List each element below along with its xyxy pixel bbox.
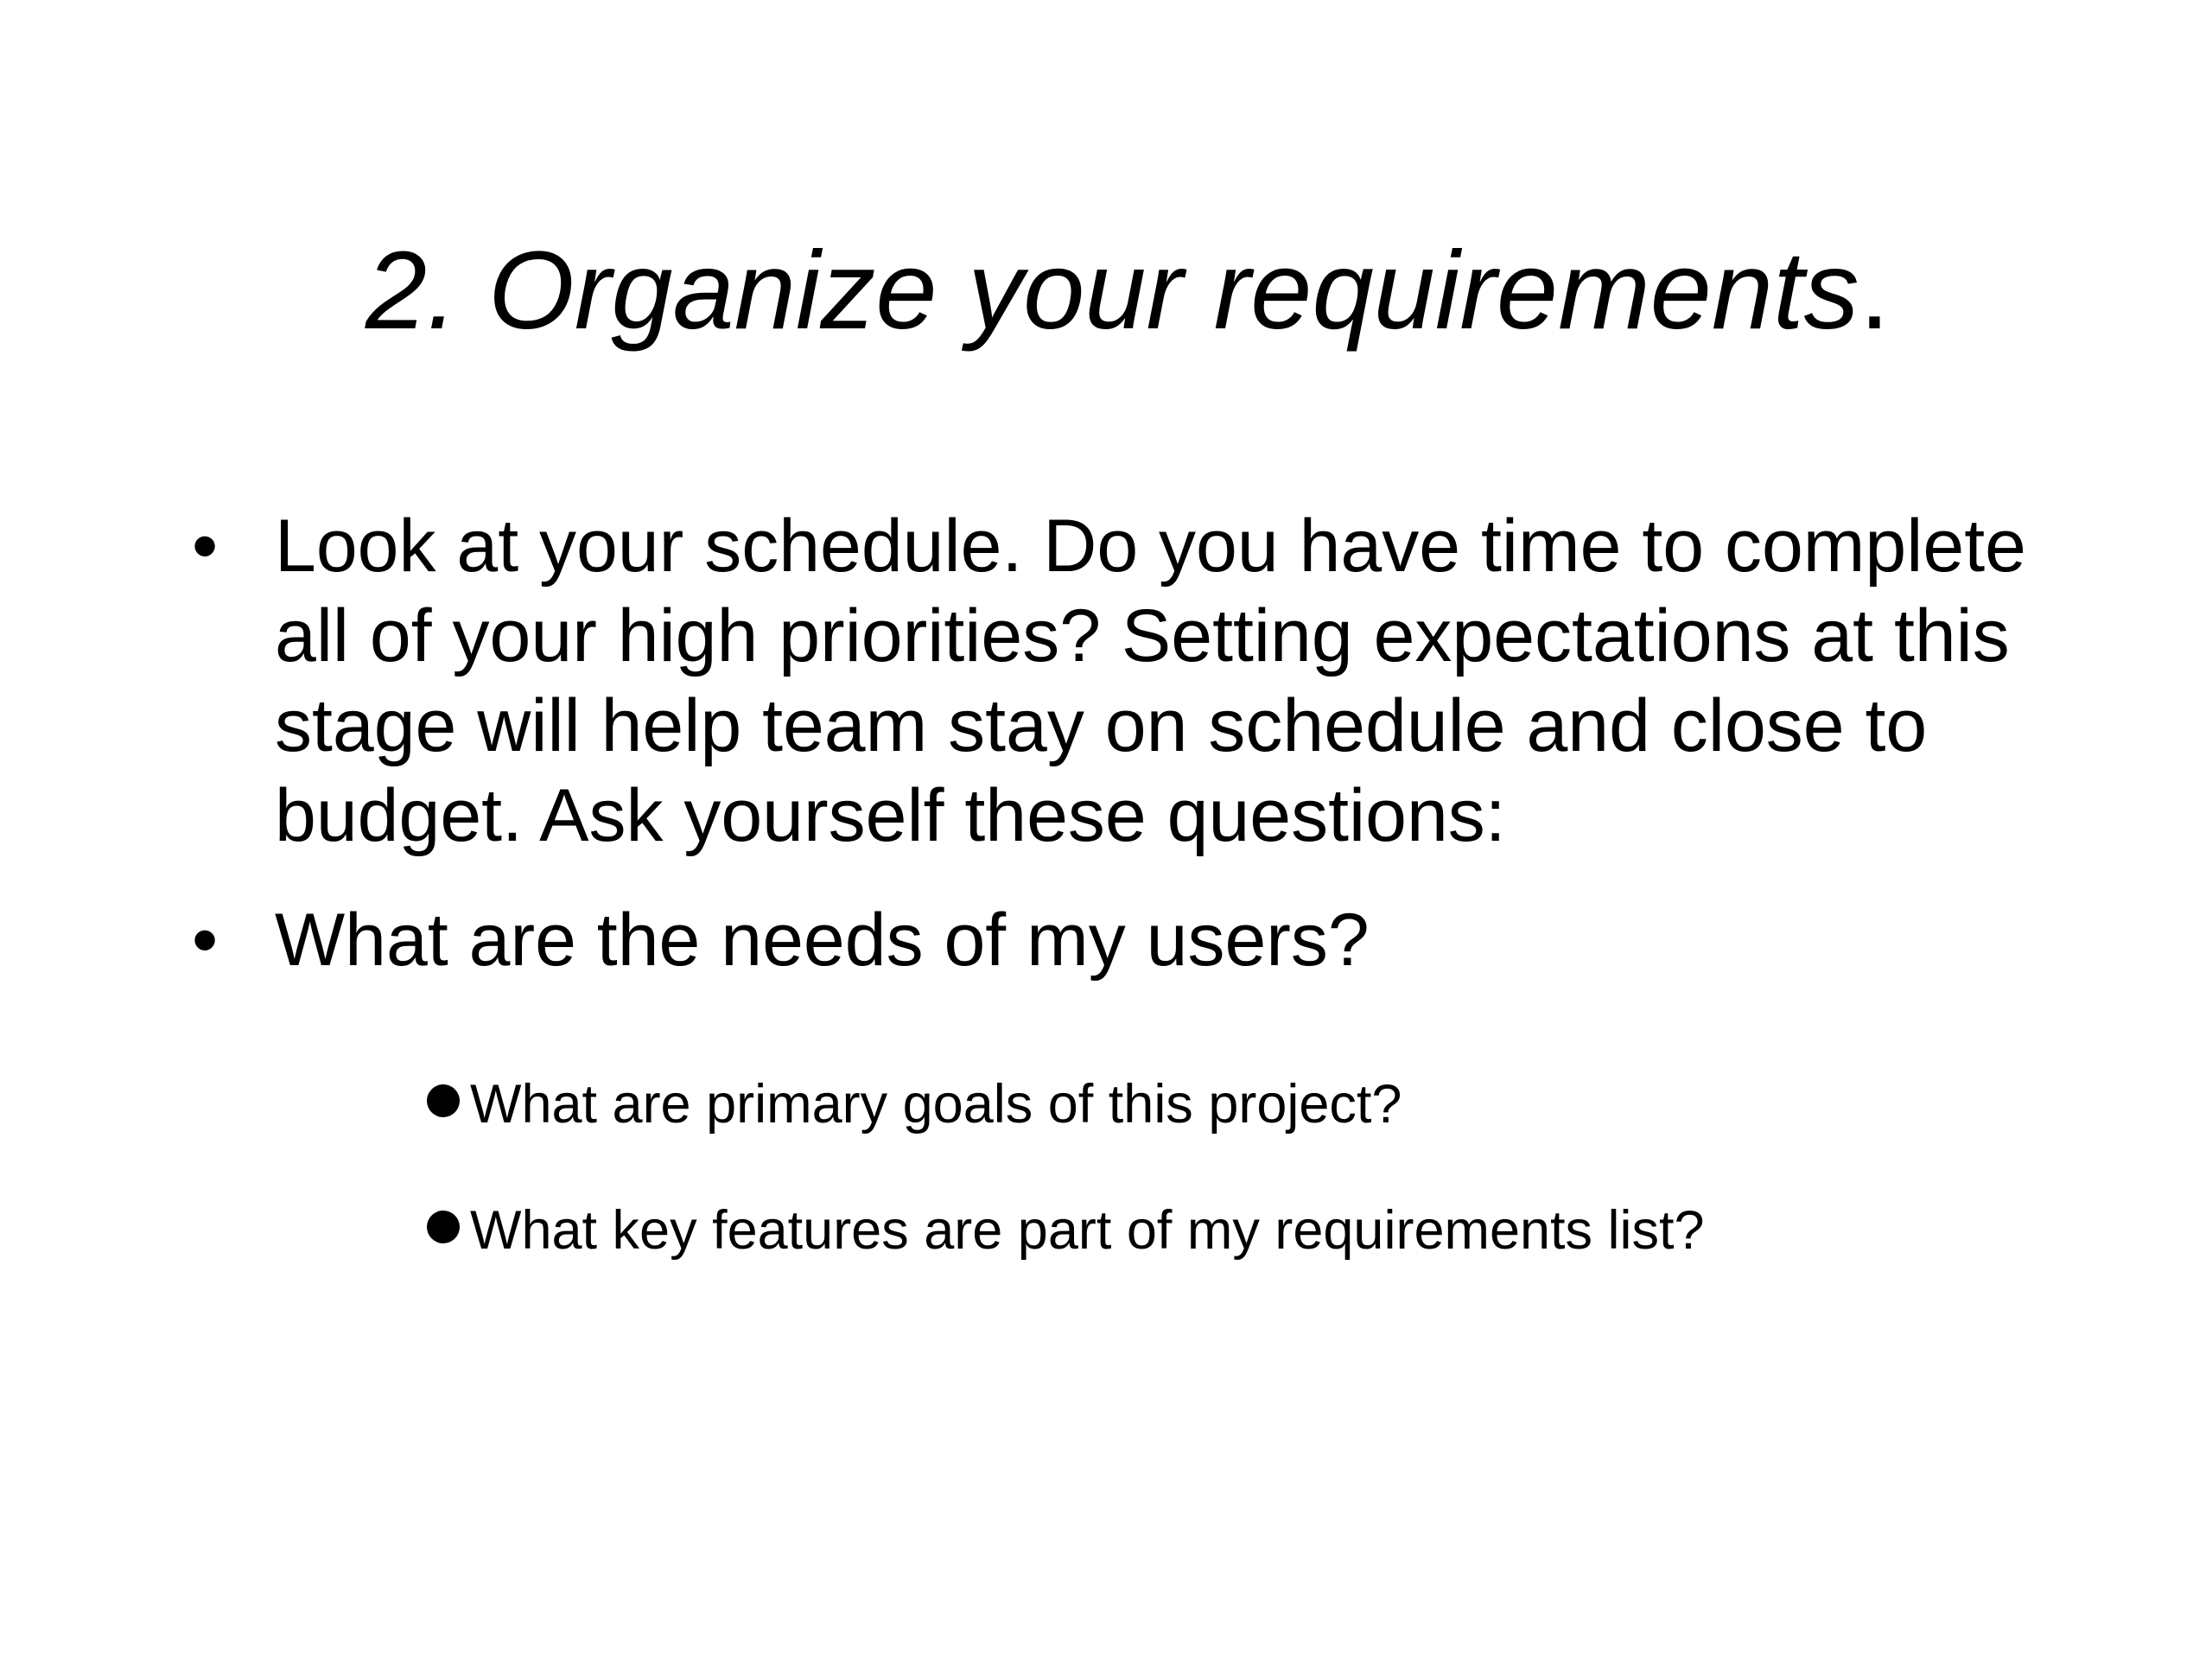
sub-bullet-text: What key features are part of my requirements list? <box>470 1200 1705 1261</box>
sub-bullet-item <box>422 1196 2063 1265</box>
sub-bullet-list <box>422 1070 2063 1265</box>
slide-title-text: 2. Organize your requirements <box>365 229 1859 353</box>
slide-title-period: . <box>1859 229 1891 353</box>
bullet-dot-icon <box>427 1211 460 1243</box>
bullet-dot-icon <box>427 1084 460 1117</box>
bullet-marker: • <box>192 505 219 588</box>
bullet-marker: • <box>192 899 219 982</box>
bullet-item <box>183 895 2084 985</box>
bullet-item <box>183 501 2084 861</box>
slide-title <box>0 226 2212 356</box>
sub-bullet-text: What are primary goals of this project? <box>470 1074 1402 1135</box>
bullet-text: What are the needs of my users? <box>275 899 1370 982</box>
sub-bullet-item <box>422 1070 2063 1139</box>
bullet-list <box>183 501 2084 985</box>
bullet-text: Look at your schedule. Do you have time to complete all of your high priorities? Setting expectations at this stage will help team stay on schedule and close to budget. Ask yourself these questions: <box>275 505 2026 857</box>
